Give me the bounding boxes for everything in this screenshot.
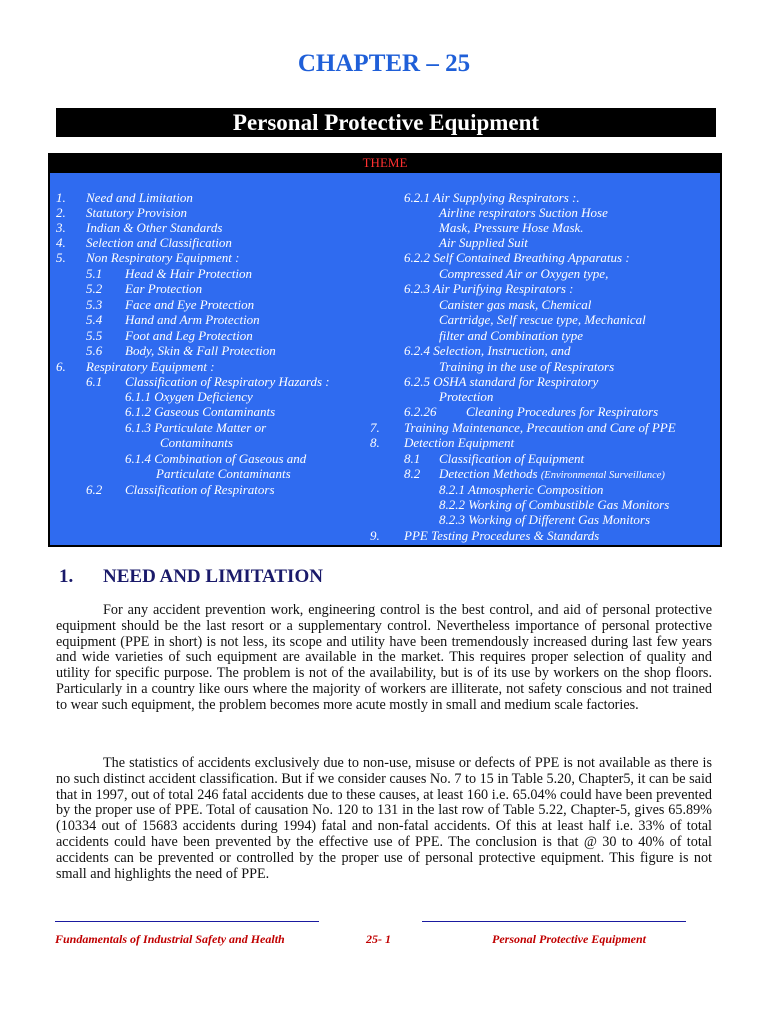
- toc-item: 6.1.1 Oxygen Deficiency: [125, 389, 253, 404]
- toc-item: Cartridge, Self rescue type, Mechanical: [439, 312, 646, 327]
- toc-item: 8.: [370, 435, 380, 450]
- toc-item: 6.2.4 Selection, Instruction, and: [404, 343, 571, 358]
- section-heading: [59, 566, 323, 588]
- toc-item: Compressed Air or Oxygen type,: [439, 266, 609, 281]
- toc-item: 8.1: [404, 451, 421, 466]
- toc-item: 5.5: [86, 328, 103, 343]
- toc-item: PPE Testing Procedures & Standards: [404, 528, 600, 543]
- toc-item: 5.1: [86, 266, 103, 281]
- toc-item: 6.2.2 Self Contained Breathing Apparatus :: [404, 250, 630, 265]
- toc-item: 3.: [56, 220, 66, 235]
- toc-item: 1.: [56, 190, 66, 205]
- toc-item: 5.3: [86, 297, 103, 312]
- toc-item: Mask, Pressure Hose Mask.: [439, 220, 584, 235]
- toc-item: 8.2.3 Working of Different Gas Monitors: [439, 512, 651, 527]
- toc-item: Head & Hair Protection: [125, 266, 252, 281]
- theme-box: [48, 153, 722, 547]
- toc-item: Ear Protection: [125, 281, 203, 296]
- footer-left: Fundamentals of Industrial Safety and Health: [55, 932, 285, 946]
- paragraph: The statistics of accidents exclusively due to non-use, misuse or defects of PPE is not available as there is no such distinct accident classification. But if we consider causes No. 7 to 15 in Table 5.20, Chapter5, it can be said that in 1997, out of total 246 fatal accidents due to these causes, at least 160 i.e. 65.04% could have been prevented by the proper use of PPE. Total of causation No. 120 to 131 in the last row of Table 5.22, Chapter-5, gives 65.89% (10334 out of 15683 accidents during 1994) fatal and non-fatal accidents. Of this at least half i.e. 33% of total accidents could have been prevented by the effective use of PPE. The conclusion is that @ 30 to 40% of total accidents can be prevented or controlled by the proper use of personal protective equipment. This figure is not small and highlights the need of PPE.: [56, 755, 712, 882]
- toc-item: 5.2: [86, 281, 103, 296]
- toc-item: Foot and Leg Protection: [125, 328, 253, 343]
- toc-item: 5.4: [86, 312, 103, 327]
- toc-item: Indian & Other Standards: [86, 220, 223, 235]
- toc-item: Airline respirators Suction Hose: [439, 205, 608, 220]
- toc-item: Classification of Equipment: [439, 451, 585, 466]
- theme-label: THEME: [362, 155, 408, 170]
- toc-item: Body, Skin & Fall Protection: [125, 343, 276, 358]
- section-number: 1.: [59, 566, 74, 587]
- toc-item: Detection Equipment: [404, 435, 515, 450]
- toc-item: Protection: [439, 389, 494, 404]
- toc-item: 8.2: [404, 466, 421, 481]
- toc-item: Detection Methods (Environmental Surveillance): [439, 466, 665, 481]
- toc-item: Classification of Respirators: [125, 482, 275, 497]
- toc-item: 6.1.2 Gaseous Contaminants: [125, 404, 276, 419]
- toc-item: 6.2.5 OSHA standard for Respiratory: [404, 374, 599, 389]
- footer-page-number: 25- 1: [366, 932, 391, 946]
- toc-item: 6.2.3 Air Purifying Respirators :: [404, 281, 574, 296]
- toc-item: Training in the use of Respirators: [439, 359, 615, 374]
- toc-item: Non Respiratory Equipment :: [86, 250, 240, 265]
- toc-item: 6.1.3 Particulate Matter or: [125, 420, 267, 435]
- toc-item: Statutory Provision: [86, 205, 187, 220]
- toc-item: 5.: [56, 250, 66, 265]
- toc-item: 8.2.1 Atmospheric Composition: [439, 482, 604, 497]
- toc-item: 6.2.1 Air Supplying Respirators :.: [404, 190, 580, 205]
- toc-item: Respiratory Equipment :: [86, 359, 215, 374]
- toc-item: Classification of Respiratory Hazards :: [125, 374, 330, 389]
- toc-item: 2.: [56, 205, 66, 220]
- toc-item: filter and Combination type: [439, 328, 584, 343]
- toc-item: Face and Eye Protection: [125, 297, 255, 312]
- page-title-bar: Personal Protective Equipment: [56, 108, 716, 137]
- toc-item: Canister gas mask, Chemical: [439, 297, 592, 312]
- toc-item: 6.2.26: [404, 404, 437, 419]
- toc-item: Cleaning Procedures for Respirators: [466, 404, 659, 419]
- toc-item: Contaminants: [160, 435, 233, 450]
- toc-item: 6.: [56, 359, 66, 374]
- toc-item: 7.: [370, 420, 380, 435]
- toc-item: 6.2: [86, 482, 103, 497]
- section-title: NEED AND LIMITATION: [103, 566, 323, 587]
- toc-item: 5.6: [86, 343, 103, 358]
- footer-right: Personal Protective Equipment: [492, 932, 646, 946]
- toc-item: Hand and Arm Protection: [125, 312, 260, 327]
- toc-item: 8.2.2 Working of Combustible Gas Monitors: [439, 497, 670, 512]
- toc-item: 6.1: [86, 374, 103, 389]
- paragraph: For any accident prevention work, engineering control is the best control, and aid of personal protective equipment should be the last resort or a supplementary control. Nevertheless importance of personal protective equipment (PPE in short) is not less, its scope and utility have been tremendously increased during last few years and wide varieties of such equipment are available in the market. This requires proper selection of quality and utility for specific purpose. The problem is not of the availability, but is of its use by workers on the shop floors. Particularly in a country like ours where the majority of workers are illiterate, not safety conscious and not trained to wear such equipment, the problem becomes more acute mostly in small and medium scale factories.: [56, 602, 712, 713]
- toc-item: 4.: [56, 235, 66, 250]
- toc-item: Selection and Classification: [86, 235, 232, 250]
- toc-item: Particulate Contaminants: [156, 466, 291, 481]
- footer-rule-right: [422, 921, 686, 922]
- toc-item: Training Maintenance, Precaution and Care of PPE: [404, 420, 676, 435]
- toc-item: 9.: [370, 528, 380, 543]
- footer-rule-left: [55, 921, 319, 922]
- toc-item: Need and Limitation: [86, 190, 193, 205]
- toc-item: Air Supplied Suit: [439, 235, 528, 250]
- toc-item: 6.1.4 Combination of Gaseous and: [125, 451, 307, 466]
- chapter-heading: CHAPTER – 25: [297, 50, 471, 77]
